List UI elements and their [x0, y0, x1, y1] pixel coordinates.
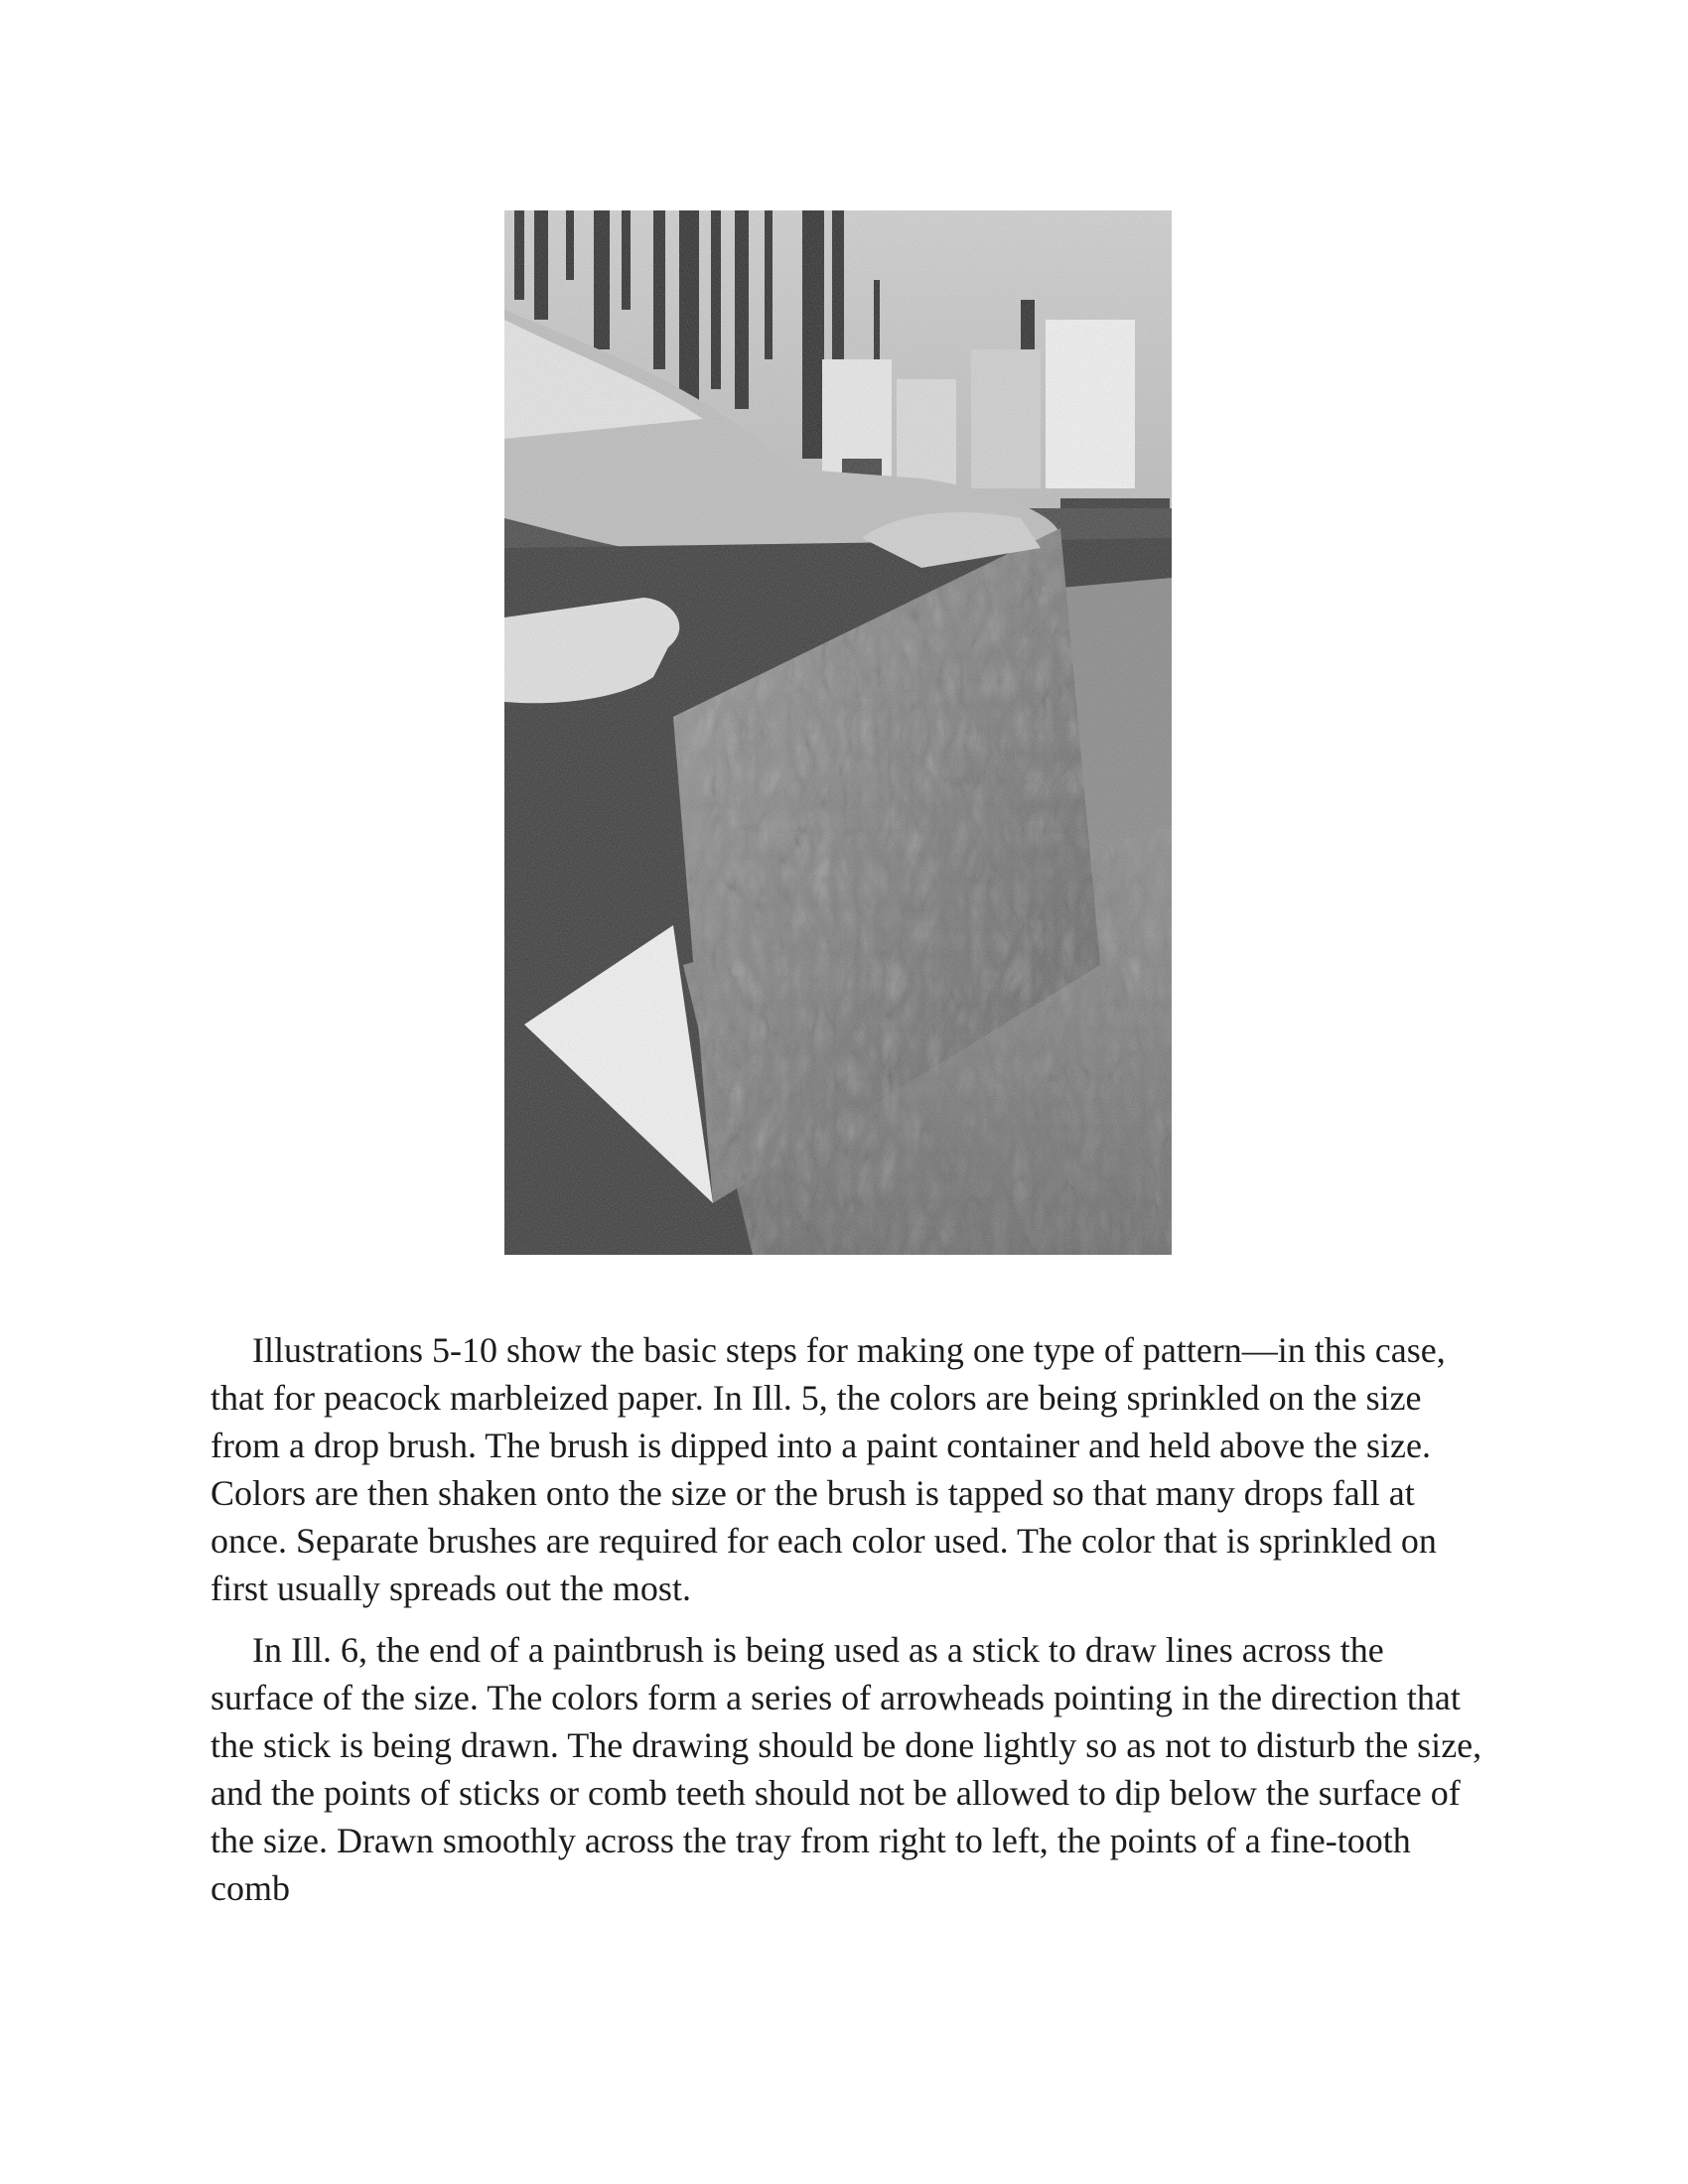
marbling-photo [504, 210, 1172, 1255]
paragraph-2: In Ill. 6, the end of a paintbrush is being used as a stick to draw lines across the surface of the size. The colors form a series of arrowheads pointing in the direction that the stick is being drawn. The drawing should be done lightly so as not to disturb the size, and the points of sticks or comb teeth should not be allowed to dip below the surface of the size. Drawn smoothly across the tray from right to left, the points of a fine-tooth comb [211, 1630, 1482, 1908]
marbling-photo-drawing [504, 210, 1172, 1255]
body-text [211, 1326, 1491, 1926]
paragraph-1: Illustrations 5-10 show the basic steps for making one type of pattern—in this case, that for peacock marbleized paper. In Ill. 5, the colors are being sprinkled on the size from a drop brush. The brush is dipped into a paint container and held above the size. Colors are then shaken onto the size or the brush is tapped so that many drops fall at once. Separate brushes are required for each color used. The color that is sprinkled on first usually spreads out the most. [211, 1330, 1446, 1608]
